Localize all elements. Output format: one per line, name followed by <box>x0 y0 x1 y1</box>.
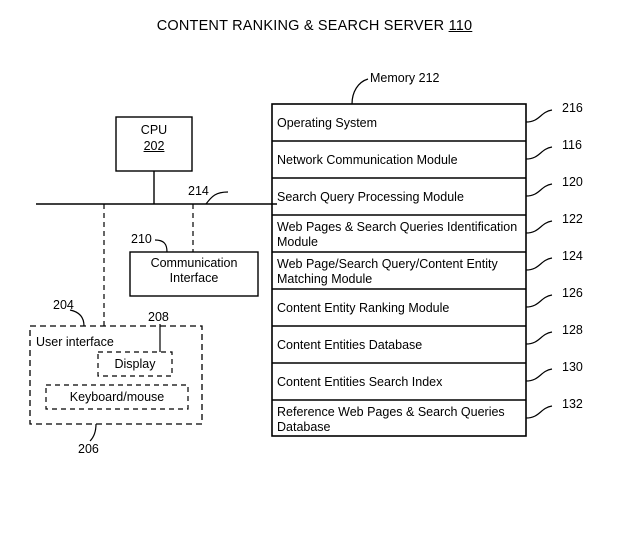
module-label-reference-web-pages-search-queries-database: Reference Web Pages & Search Queries Database <box>277 405 505 434</box>
cpu-label <box>116 122 192 154</box>
module-label-operating-system: Operating System <box>277 116 378 130</box>
module-reference-130: 130 <box>562 360 583 374</box>
module-label-content-entities-database: Content Entities Database <box>277 338 423 352</box>
user-interface-label: User interface <box>36 335 114 349</box>
cpu-reference: 202 <box>143 139 165 153</box>
keyboard-mouse-label: Keyboard/mouse <box>69 390 165 404</box>
module-reference-216: 216 <box>562 101 583 115</box>
module-reference-122: 122 <box>562 212 583 226</box>
communication-interface-reference: 210 <box>131 232 152 246</box>
figure-title-text: CONTENT RANKING & SEARCH SERVER <box>156 18 449 34</box>
memory-label: Memory 212 <box>370 71 440 85</box>
module-label-content-entity-ranking: Content Entity Ranking Module <box>277 301 450 315</box>
display-reference: 208 <box>148 310 169 324</box>
module-label-content-entities-search-index: Content Entities Search Index <box>277 375 443 389</box>
bus-reference: 214 <box>188 184 209 198</box>
module-reference-116: 116 <box>562 138 582 152</box>
figure-title-number: 110 <box>448 18 473 34</box>
display-label: Display <box>114 357 156 371</box>
figure-title <box>0 18 629 34</box>
cpu-label-text: CPU <box>140 123 168 137</box>
user-interface-reference: 204 <box>53 298 74 312</box>
module-reference-128: 128 <box>562 323 583 337</box>
module-reference-120: 120 <box>562 175 583 189</box>
module-label-web-pages-search-queries-identification: Web Pages & Search Queries Identification Module <box>277 220 518 249</box>
keyboard-mouse-reference: 206 <box>78 442 99 456</box>
module-reference-132: 132 <box>562 397 583 411</box>
communication-interface-label: Communication Interface <box>150 256 238 285</box>
module-label-search-query-processing: Search Query Processing Module <box>277 190 464 204</box>
module-label-network-communication: Network Communication Module <box>277 153 458 167</box>
module-reference-124: 124 <box>562 249 583 263</box>
module-label-web-page-search-query-content-entity-matching: Web Page/Search Query/Content Entity Matching Module <box>277 257 498 286</box>
module-reference-126: 126 <box>562 286 583 300</box>
